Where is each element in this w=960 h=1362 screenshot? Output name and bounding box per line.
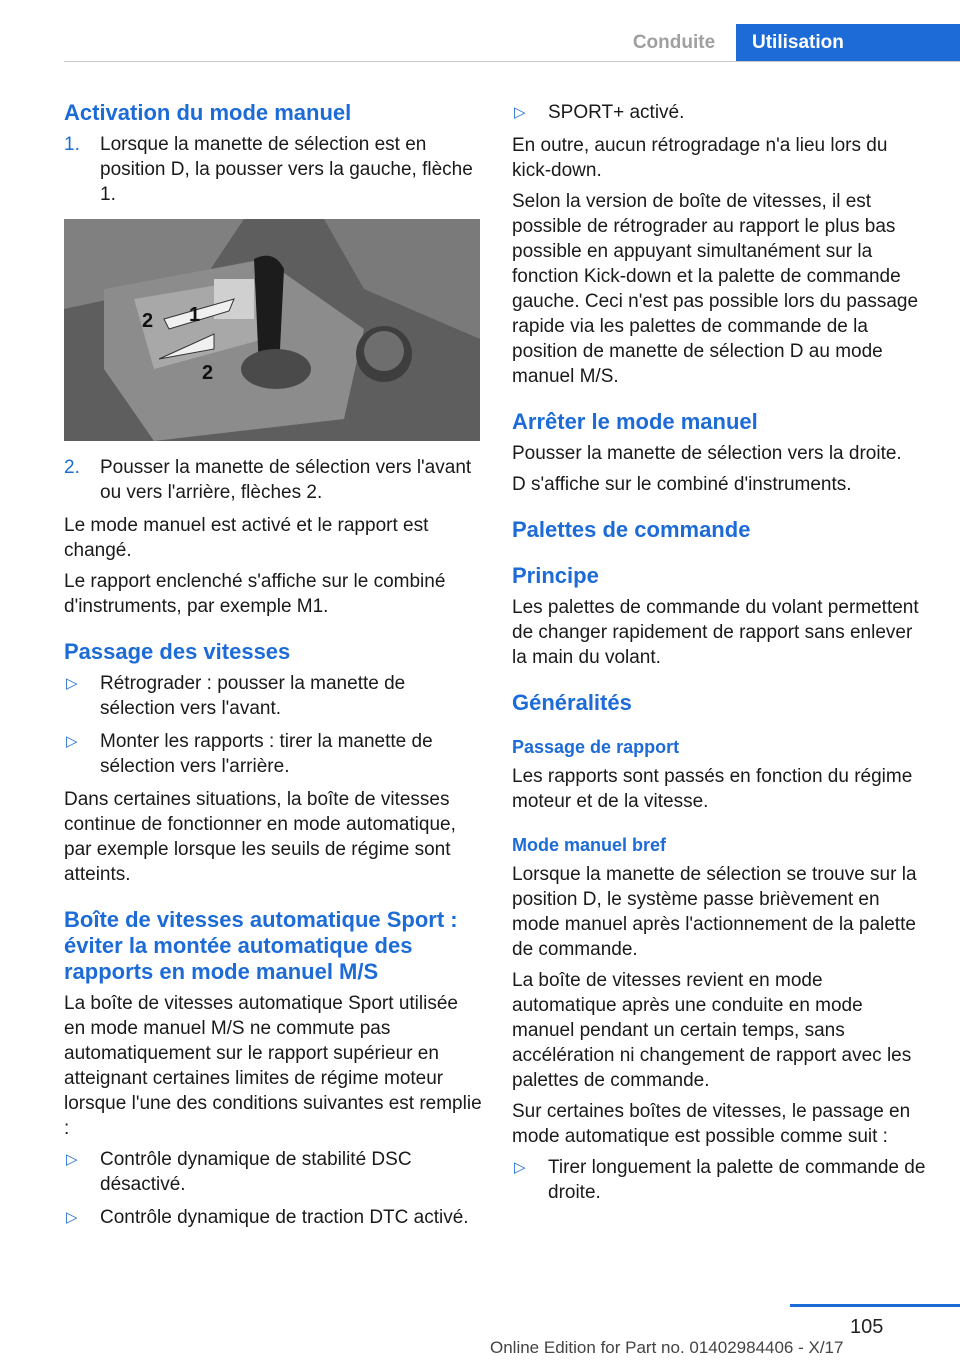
header-divider [64,61,960,62]
bullet-text: Tirer longuement la palette de commande de droite. [548,1157,926,1203]
paragraph: Lorsque la manette de sélection se trouve sur la position D, le système passe brièvement en mode manuel après l'actionnement de la palette de commande. [512,864,917,960]
paragraph: Les palettes de commande du volant permettent de changer rapidement de rapport sans enlever la main du volant. [512,597,919,668]
heading-activation: Activation du mode manuel [64,100,352,125]
paragraph: Sur certaines boîtes de vitesses, le passage en mode automatique est possible comme suit : [512,1101,911,1147]
heading-generalites: Généralités [512,690,632,715]
paragraph: D s'affiche sur le combiné d'instruments. [512,474,852,495]
paragraph: Les rapports sont passés en fonction du régime moteur et de la vitesse. [512,766,913,812]
paragraph: Dans certaines situations, la boîte de vitesses continue de fonctionner en mode automatique, par exemple lorsque les seuils de régime sont atteints. [64,789,456,885]
footer-accent-line [790,1304,960,1307]
step-text: Pousser la manette de sélection vers l'avant ou vers l'arrière, flèches 2. [100,457,472,503]
triangle-bullet-icon: ▷ [66,1151,78,1168]
heading-mode-bref: Mode manuel bref [512,835,667,855]
bullet-text: Contrôle dynamique de traction DTC activé. [100,1207,469,1228]
paragraph: La boîte de vitesses revient en mode automatique après une conduite en mode manuel pendant un certain temps, sans accélération ni changement de rapport avec les palettes de commande. [512,970,912,1091]
step-number: 1. [64,134,80,155]
bullet-text: Rétrograder : pousser la manette de sélection vers l'avant. [100,673,406,719]
bullet-text: Contrôle dynamique de stabilité DSC désactivé. [100,1149,412,1195]
heading-arreter: Arrêter le mode manuel [512,409,758,434]
right-column [512,100,930,1213]
paragraph: Selon la version de boîte de vitesses, il est possible de rétrograder au rapport le plus bas possible en appuyant simultanément sur la fonction Kick-down et la palette de commande gauche. Ceci n'est pas possible lors du passage rapide via les palettes de commande de la position de manette de sélection D au mode manuel M/S. [512,191,919,387]
heading-palettes: Palettes de commande [512,517,751,542]
arrow-2a-label: 2 [142,310,154,332]
arrow-1-label: 1 [189,304,201,326]
bullet-item [512,1155,930,1205]
heading-sport: Boîte de vitesses automatique Sport : éviter la montée automatique des rapports en mode manuel M/S [64,907,458,984]
bullet-item [64,1147,484,1197]
triangle-bullet-icon: ▷ [66,675,78,692]
triangle-bullet-icon: ▷ [514,1159,526,1176]
step-1 [64,132,484,207]
bullet-item [64,671,484,721]
triangle-bullet-icon: ▷ [514,104,526,121]
paragraph: La boîte de vitesses automatique Sport utilisée en mode manuel M/S ne commute pas automatiquement sur le rapport supérieur en atteignant certaines limites de régime moteur lorsque l'une des conditions suivantes est remplie : [64,993,482,1139]
gear-selector-figure [64,219,480,441]
paragraph: Pousser la manette de sélection vers la droite. [512,443,902,464]
step-text: Lorsque la manette de sélection est en position D, la pousser vers la gauche, flèche 1. [100,134,473,205]
bullet-text: SPORT+ activé. [548,102,685,123]
gear-selector-illustration [64,219,480,441]
bullet-text: Monter les rapports : tirer la manette de sélection vers l'arrière. [100,731,433,777]
paragraph: Le mode manuel est activé et le rapport est changé. [64,515,429,561]
heading-principe: Principe [512,563,599,588]
left-column [64,100,484,1238]
page-number: 105 [850,1316,884,1338]
triangle-bullet-icon: ▷ [66,1209,78,1226]
arrow-2b-label: 2 [202,362,214,384]
edition-note: Online Edition for Part no. 01402984406 - X/17 [490,1338,844,1357]
step-number: 2. [64,457,80,478]
step-2 [64,455,484,505]
paragraph: Le rapport enclenché s'affiche sur le combiné d'instruments, par exemple M1. [64,571,446,617]
page-header [0,0,960,62]
heading-passage-rapport: Passage de rapport [512,737,680,757]
bullet-item [64,729,484,779]
tab-conduite[interactable]: Conduite [632,32,716,53]
bullet-item [512,100,930,125]
triangle-bullet-icon: ▷ [66,733,78,750]
paragraph: En outre, aucun rétrogradage n'a lieu lors du kick-down. [512,135,888,181]
bullet-item [64,1205,484,1230]
heading-passage: Passage des vitesses [64,639,291,664]
tab-utilisation[interactable]: Utilisation [736,24,960,62]
